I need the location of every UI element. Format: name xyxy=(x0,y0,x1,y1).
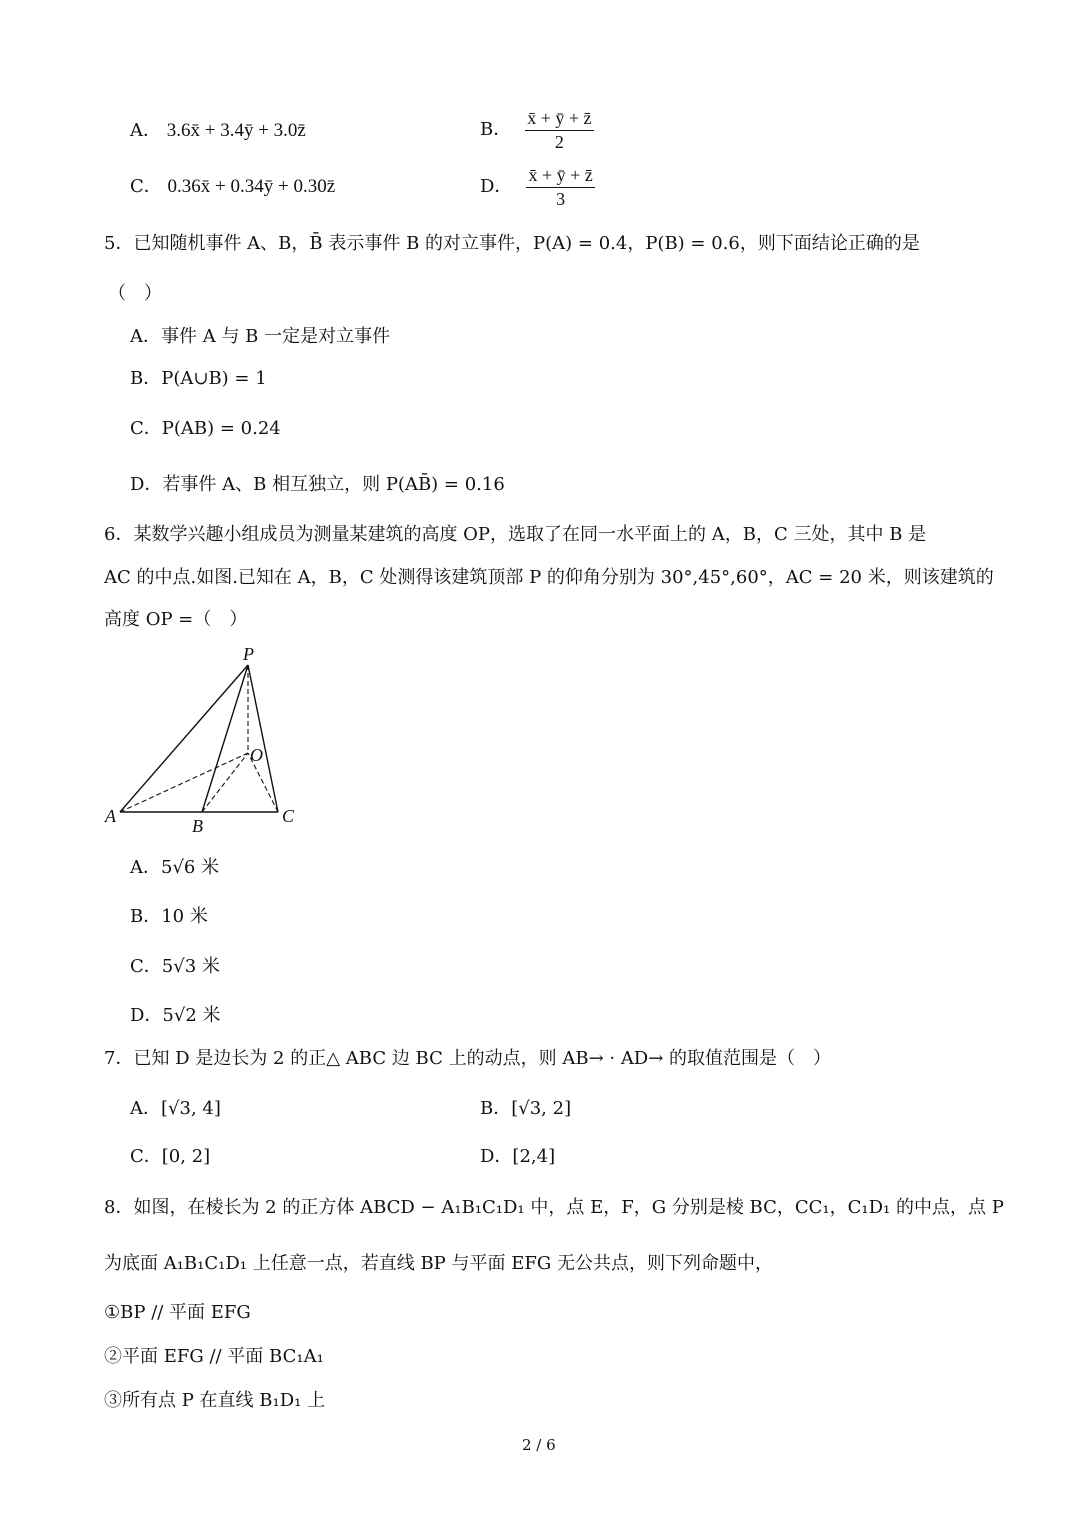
label-a: A xyxy=(105,806,116,826)
q8-statement-2: ②平面 EFG // 平面 BC₁A₁ xyxy=(104,1346,324,1367)
q7-option-d: D．[2,4] xyxy=(480,1146,556,1167)
q5-option-d: D．若事件 A、B 相互独立，则 P(AB̄) = 0.16 xyxy=(130,474,505,495)
q8-stem-line1: 8．如图，在棱长为 2 的正方体 ABCD − A₁B₁C₁D₁ 中，点 E，F，G 分别是棱 BC，CC₁，C₁D₁ 的中点，点 P xyxy=(104,1197,1004,1218)
q4-option-d-label: D． xyxy=(480,176,513,198)
q4-option-a xyxy=(130,120,306,143)
page-number: 2 / 6 xyxy=(522,1436,556,1454)
q7-option-c: C．[0, 2] xyxy=(130,1146,211,1167)
q5-option-a: A．事件 A 与 B 一定是对立事件 xyxy=(130,326,391,347)
q4-option-b-denominator: 2 xyxy=(554,131,564,152)
q6-option-c: C．5√3 米 xyxy=(130,956,220,977)
q5-option-c: C．P(AB) = 0.24 xyxy=(130,418,281,439)
edge-ao-dashed xyxy=(120,753,248,812)
q6-option-a: A．5√6 米 xyxy=(130,857,220,878)
q8-stem-line2: 为底面 A₁B₁C₁D₁ 上任意一点，若直线 BP 与平面 EFG 无公共点，则下列命题中， xyxy=(104,1253,773,1274)
q6-stem-line3: 高度 OP =（ ） xyxy=(104,609,248,630)
q5-stem-line2: （ ） xyxy=(108,283,162,304)
q7-stem: 7．已知 D 是边长为 2 的正△ ABC 边 BC 上的动点，则 AB→ · AD→ 的取值范围是（ ） xyxy=(104,1048,832,1069)
q6-option-d: D．5√2 米 xyxy=(130,1005,221,1026)
edge-bp xyxy=(202,665,248,812)
q4-option-c-expr: 0.36x̄ + 0.34ȳ + 0.30z̄ xyxy=(167,176,336,197)
q5-option-b: B．P(A∪B) = 1 xyxy=(130,368,267,389)
q4-option-c-label: C． xyxy=(130,176,162,197)
q7-option-b: B．[√3, 2] xyxy=(480,1098,572,1119)
label-b: B xyxy=(192,816,203,836)
edge-bo-dashed xyxy=(202,753,248,812)
q8-statement-1: ①BP // 平面 EFG xyxy=(104,1302,251,1323)
q4-option-d-fraction xyxy=(526,165,594,209)
q6-stem-line1: 6．某数学兴趣小组成员为测量某建筑的高度 OP，选取了在同一水平面上的 A，B，C 三处，其中 B 是 xyxy=(104,524,927,545)
q6-option-b: B．10 米 xyxy=(130,906,208,927)
edge-cp xyxy=(248,665,278,812)
q5-stem-line1: 5．已知随机事件 A、B，B̄ 表示事件 B 的对立事件，P(A) = 0.4，P(B) = 0.6，则下面结论正确的是 xyxy=(104,233,920,254)
edge-ap xyxy=(120,665,248,812)
q6-stem-line2: AC 的中点.如图.已知在 A，B，C 处测得该建筑顶部 P 的仰角分别为 30°,45°,60°，AC = 20 米，则该建筑的 xyxy=(104,567,994,588)
q4-option-b-fraction xyxy=(525,108,593,152)
q4-option-b xyxy=(480,108,594,152)
q4-option-a-label: A． xyxy=(130,120,161,141)
q4-option-c xyxy=(130,176,335,199)
q4-option-d-numerator: x̄ + ȳ + z̄ xyxy=(526,165,594,188)
q4-option-d xyxy=(480,165,595,209)
label-o: O xyxy=(250,745,263,765)
label-p: P xyxy=(243,644,254,664)
q4-option-b-numerator: x̄ + ȳ + z̄ xyxy=(525,108,593,131)
label-c: C xyxy=(282,806,295,826)
q4-option-d-denominator: 3 xyxy=(556,188,566,209)
q4-option-a-expr: 3.6x̄ + 3.4ȳ + 3.0z̄ xyxy=(166,120,306,141)
q8-statement-3: ③所有点 P 在直线 B₁D₁ 上 xyxy=(104,1390,326,1411)
q4-option-b-label: B． xyxy=(480,119,512,141)
q7-option-a: A．[√3, 4] xyxy=(130,1098,221,1119)
q6-figure xyxy=(100,640,310,840)
